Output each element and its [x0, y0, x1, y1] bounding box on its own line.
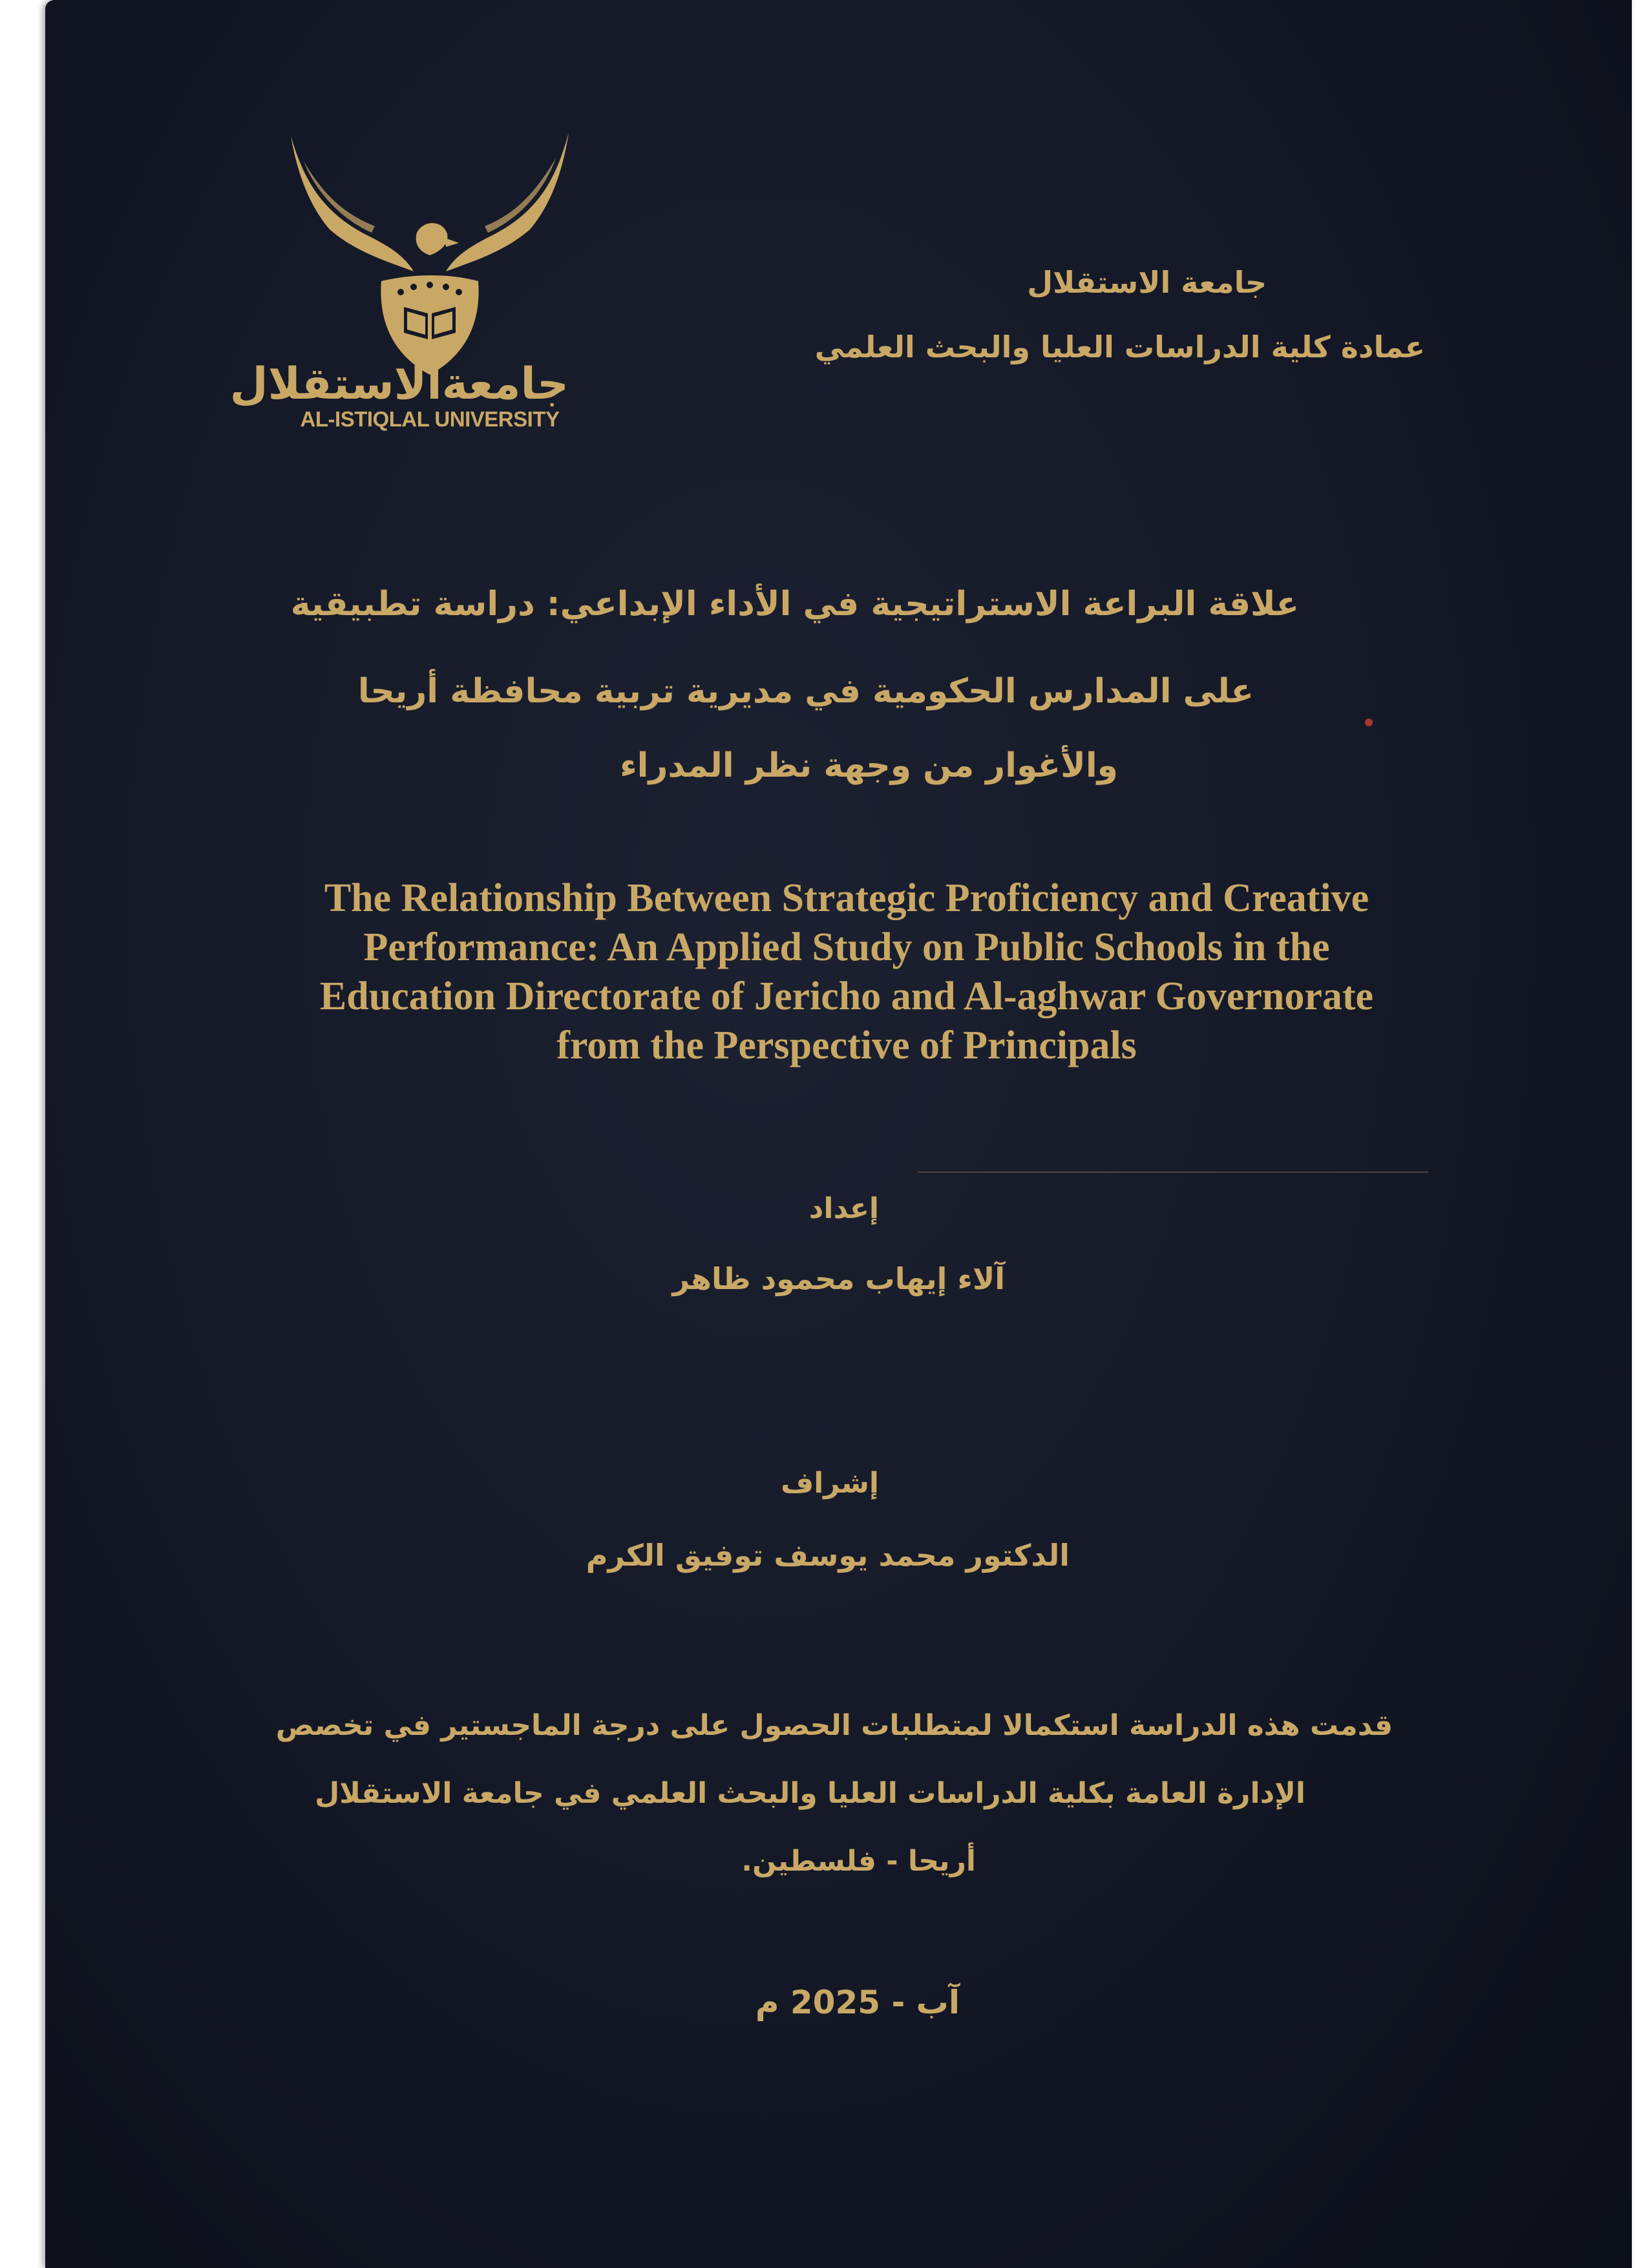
- university-name: جامعة الاستقلال: [1027, 265, 1267, 300]
- deanship-name: عمادة كلية الدراسات العليا والبحث العلمي: [814, 330, 1425, 364]
- divider-line: [918, 1171, 1428, 1173]
- statement-line-3: أريحا - فلسطين.: [741, 1845, 976, 1878]
- supervisor-label: إشراف: [781, 1467, 879, 1500]
- author-name: آلاء إيهاب محمود ظاهر: [672, 1261, 1005, 1296]
- arabic-title-line-3: والأغوار من وجهة نظر المدراء: [620, 746, 1118, 785]
- english-title-line-2: Performance: An Applied Study on Public Schools in the: [363, 925, 1330, 969]
- supervisor-name: الدكتور محمد يوسف توفيق الكرم: [586, 1538, 1070, 1573]
- arabic-title-line-2: على المدارس الحكومية في مديرية تربية محافظة أريحا: [357, 672, 1254, 711]
- date: آب - 2025 م: [755, 1984, 960, 2021]
- english-title: [246, 874, 1448, 1070]
- logo-name-english: AL-ISTIQLAL UNIVERSITY: [300, 407, 560, 431]
- logo-name-arabic: جامعةالاستقلال: [229, 359, 569, 410]
- arabic-title-line-1: علاقة البراعة الاستراتيجية في الأداء الإبداعي: دراسة تطبيقية: [290, 585, 1299, 624]
- cover-speck: [1365, 719, 1373, 726]
- english-title-line-4: from the Perspective of Principals: [556, 1024, 1137, 1067]
- statement-line-2: الإدارة العامة بكلية الدراسات العليا والبحث العلمي في جامعة الاستقلال: [315, 1777, 1305, 1810]
- statement-line-1: قدمت هذه الدراسة استكمالا لمتطلبات الحصول على درجة الماجستير في تخصص: [275, 1709, 1393, 1742]
- english-title-line-1: The Relationship Between Strategic Proficiency and Creative: [324, 876, 1369, 920]
- english-title-line-3: Education Directorate of Jericho and Al-aghwar Governorate: [319, 974, 1374, 1018]
- author-label: إعداد: [808, 1192, 879, 1225]
